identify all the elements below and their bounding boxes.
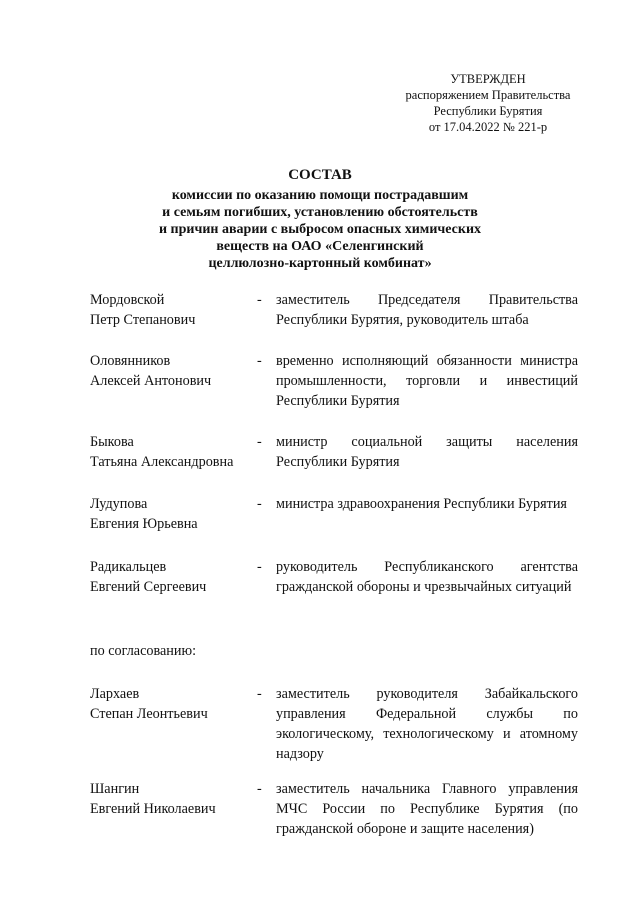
approval-title: УТВЕРЖДЕН	[450, 72, 526, 86]
member-name: Радикальцев Евгений Сергеевич	[90, 559, 207, 595]
approval-line: распоряжением Правительства	[405, 88, 571, 102]
member-role: заместитель Председателя Правительства Республики Бурятия, руководитель штаба	[276, 292, 578, 328]
document-subtitle: комиссии по оказанию помощи пострадавшим и семьям погибших, установлению обстоятельств и причин аварии с выбросом опасных химических веществ на ОАО «Селенгинский целлюлозно-картонный комбинат»	[158, 188, 482, 271]
member-role: временно исполняющий обязанности министра промышленности, торговли и инвестиций Республики Бурятия	[276, 353, 578, 409]
document-title: СОСТАВ	[288, 167, 352, 183]
member-dash: -	[257, 434, 262, 450]
member-dash: -	[257, 686, 262, 702]
member-name: Лархаев Степан Леонтьевич	[90, 686, 208, 722]
member-role: министр социальной защиты населения Республики Бурятия	[276, 434, 578, 470]
member-name: Оловянников Алексей Антонович	[90, 353, 212, 389]
member-dash: -	[257, 353, 262, 369]
member-role: руководитель Республиканского агентства гражданской обороны и чрезвычайных ситуаций	[276, 559, 578, 595]
member-role: заместитель начальника Главного управления МЧС России по Республике Бурятия (по гражданской обороне и защите населения)	[276, 781, 578, 837]
member-dash: -	[257, 781, 262, 797]
member-role: заместитель руководителя Забайкальского управления Федеральной службы по экологическому, технологическому и атомному надзору	[276, 686, 578, 762]
member-name: Шангин Евгений Николаевич	[90, 781, 216, 817]
approval-stamp	[388, 71, 588, 135]
approval-date: от 17.04.2022 № 221-р	[428, 120, 548, 134]
member-dash: -	[257, 559, 262, 575]
member-name: Лудупова Евгения Юрьевна	[90, 496, 198, 532]
member-dash: -	[257, 292, 262, 308]
member-role: министра здравоохранения Республики Бурятия	[276, 496, 567, 512]
agreement-label: по согласованию:	[90, 643, 197, 659]
document-heading	[110, 165, 530, 272]
member-name: Быкова Татьяна Александровна	[90, 434, 234, 470]
member-dash: -	[257, 496, 262, 512]
approval-line: Республики Бурятия	[433, 104, 543, 118]
member-name: Мордовской Петр Степанович	[90, 292, 196, 328]
